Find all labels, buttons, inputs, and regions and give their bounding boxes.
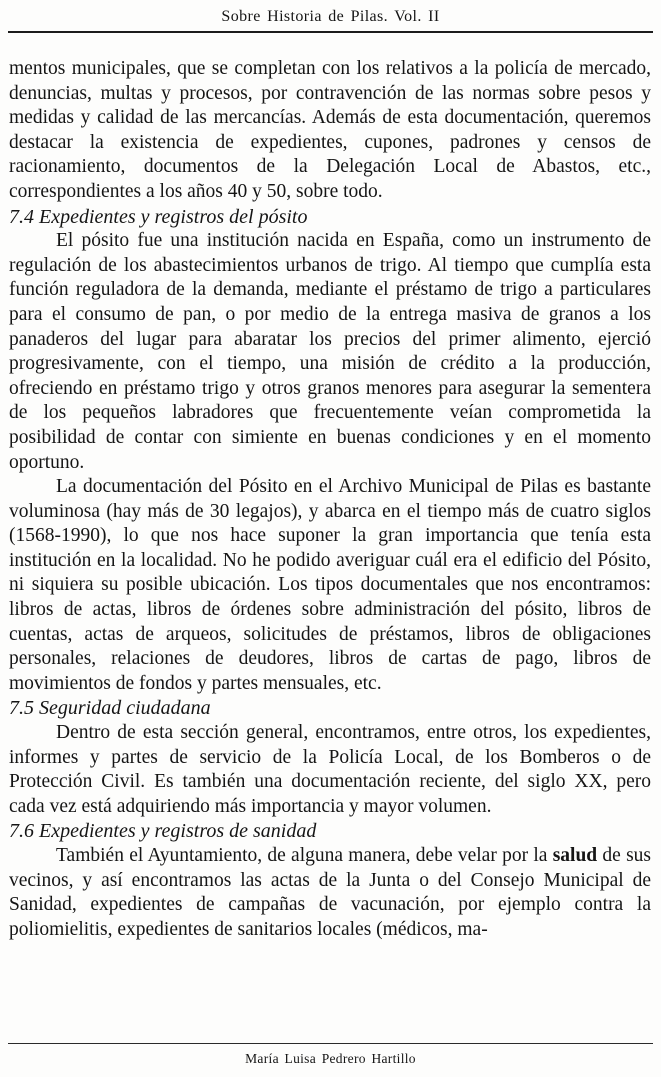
running-header-title: Sobre Historia de Pilas. Vol. II	[221, 8, 440, 25]
section-heading-7-6: 7.6 Expedientes y registros de sanidad	[9, 820, 317, 843]
paragraph-sanidad-text-after: de sus vecinos, y así encontramos las actas de la Junta o del Consejo Municipal de Sanidad, expedientes de campañas de vacunación, por ejemplo contra la poliomielitis, expedientes de sanitarios locales (médicos, ma-	[9, 845, 651, 940]
paragraph-sanidad-bold-word: salud	[552, 845, 598, 866]
paragraph-sanidad	[9, 844, 651, 942]
paragraph-seguridad: Dentro de esta sección general, encontramos, entre otros, los expedientes, informes y partes de servicio de la Policía Local, de los Bomberos o de Protección Civil. Es también una documentación reciente, del siglo XX, pero cada vez está adquiriendo más importancia y mayor volumen.	[9, 722, 651, 817]
section-heading-7-5: 7.5 Seguridad ciudadana	[9, 697, 211, 720]
page-footer	[0, 1043, 661, 1067]
paragraph-posito-documentacion: La documentación del Pósito en el Archivo Municipal de Pilas es bastante voluminosa (hay más de 30 legajos), y abarca en el tiempo más de cuatro siglos (1568-1990), lo que nos hace suponer la gran importancia que tenía esta institución en la localidad. No he podido averiguar cuál era el edificio del Pósito, ni siquiera su posible ubicación. Los tipos documentales que nos encontramos: libros de actas, libros de órdenes sobre administración del pósito, libros de cuentas, actas de arqueos, solicitudes de préstamos, libros de obligaciones personales, relaciones de deudores, libros de cartas de pago, libros de movimientos de fondos y partes mensuales, etc.	[9, 476, 651, 694]
page-body	[0, 33, 661, 942]
footer-author-name: María Luisa Pedrero Hartillo	[245, 1051, 416, 1066]
paragraph-sanidad-text-before: También el Ayuntamiento, de alguna manera, debe velar por la	[56, 845, 553, 866]
footer-rule	[8, 1043, 653, 1044]
paragraph-posito-intro: El pósito fue una institución nacida en España, como un instrumento de regulación de los abastecimientos urbanos de trigo. Al tiempo que cumplía esta función reguladora de la demanda, mediante el préstamo de trigo a particulares para el consumo de pan, o por medio de la entrega masiva de granos a los panaderos del lugar para abaratar los precios del primer alimento, ejerció progresivamente, con el tiempo, una misión de crédito a la producción, ofreciendo en préstamo trigo y otros granos menores para asegurar la sementera de los pequeños labradores que frecuentemente veían comprometida la posibilidad de contar con simiente en buenas condiciones y en el momento oportuno.	[9, 230, 651, 473]
section-heading-7-4: 7.4 Expedientes y registros del pósito	[9, 205, 308, 228]
paragraph-continuation: mentos municipales, que se completan con los relativos a la policía de mercado, denuncias, multas y procesos, por contravención de las normas sobre pesos y medidas y calidad de las mercancías. Además de esta documentación, queremos destacar la existencia de expedientes, cupones, padrones y censos de racionamiento, documentos de la Delegación Local de Abastos, etc., correspondientes a los años 40 y 50, sobre todo.	[9, 58, 651, 202]
